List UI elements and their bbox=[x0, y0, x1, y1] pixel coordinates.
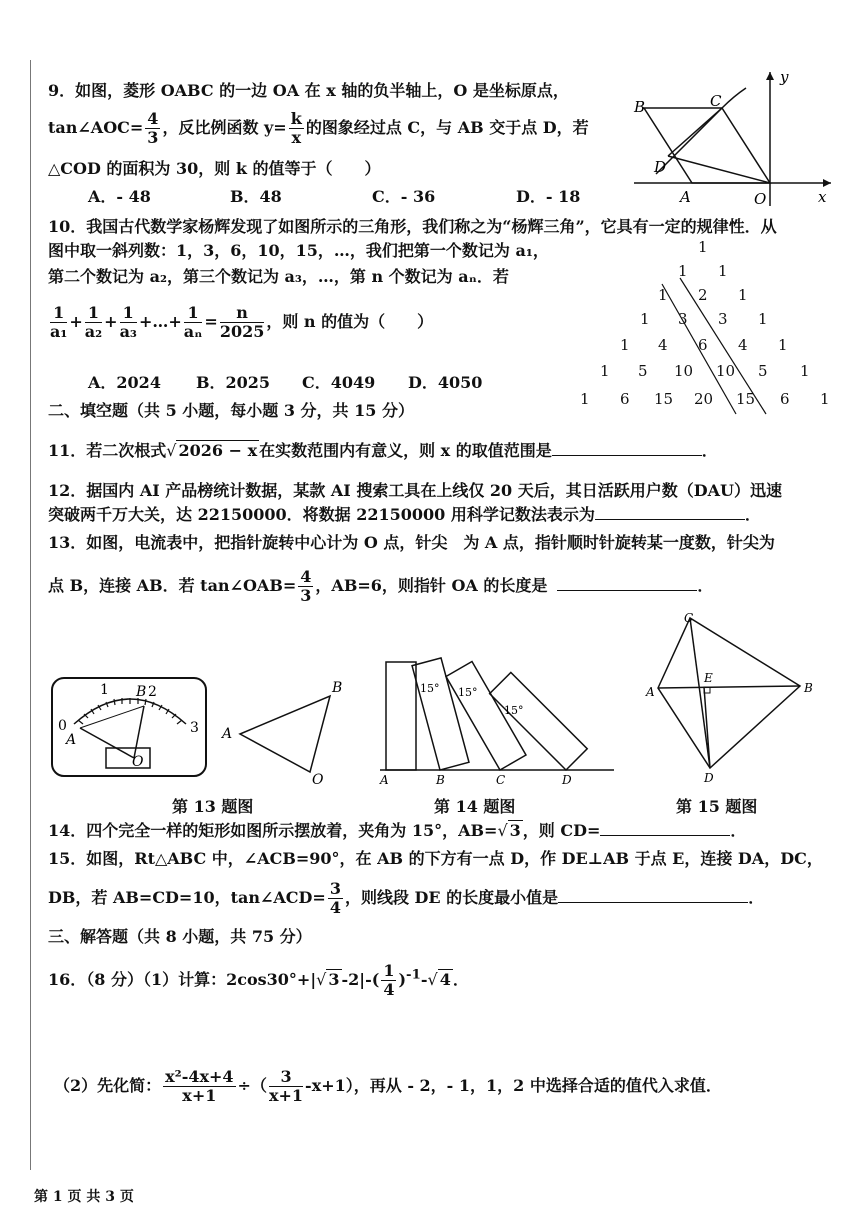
yanghui-triangle: 1 1 1 1 2 1 1 3 3 1 1 4 6 4 1 1 5 10 10 5 1 1 6 15 20 15 6 1 bbox=[580, 238, 840, 418]
fig15-D: D bbox=[704, 771, 714, 785]
fig14-B: B bbox=[436, 773, 445, 787]
fig15-B: B bbox=[804, 681, 813, 695]
q9-line2: tan∠AOC= $\frac{4}{3}$ ，反比例函数 y= $\frac{k}{x}$ 的图象经过点 C，与 AB 交于点 D，若 bbox=[48, 109, 589, 147]
label-O: O bbox=[754, 190, 767, 208]
page-footer: 第 1 页 共 3 页 bbox=[34, 1189, 134, 1205]
label-A: A bbox=[680, 188, 691, 206]
tri-A: A bbox=[222, 726, 233, 742]
q10-option-b: B．2025 bbox=[196, 373, 271, 392]
fig15-C: C bbox=[684, 611, 694, 625]
q9-line3: △COD 的面积为 30，则 k 的值等于（ ） bbox=[48, 159, 381, 178]
q9-kfrac: $\frac{k}{x}$ bbox=[290, 109, 302, 147]
q16-part2: （2）先化简： $\frac{\text{x²-4x+4}}{x+1}$ ÷（ $\frac{3}{x+1}$ -x+1），再从 - 2，- 1，1，2 中选择合适的值代入求值． bbox=[54, 1067, 722, 1105]
meter-B: B bbox=[136, 684, 147, 700]
q10-line1: 10．我国古代数学家杨辉发现了如图所示的三角形，我们称之为“杨辉三角”，它具有一定的规律性．从 bbox=[48, 217, 777, 236]
q10-equation: $\frac{1}{\text{a₁}}$ + $\frac{1}{\text{a₂}}$ + $\frac{1}{\text{a₃}}$ +…+ $\frac{1}{\text{aₙ}}$ = $\frac{n}{2025}$ ，则 n 的值为（ ） bbox=[50, 303, 434, 341]
q12-line1: 12．据国内 AI 产品榜统计数据，某款 AI 搜索工具在上线仅 20 天后，其日活跃用户数（DAU）迅速 bbox=[48, 481, 782, 500]
q10-option-a: A．2024 bbox=[88, 373, 161, 392]
angle-2: 15° bbox=[458, 686, 478, 699]
q13-line1: 13．如图，电流表中，把指针旋转中心计为 O 点，针尖 为 A 点，指针顺时针旋转某一度数，针尖为 bbox=[48, 533, 775, 552]
q9-option-a: A．- 48 bbox=[88, 187, 151, 206]
fig13-triangle bbox=[218, 676, 358, 786]
q9-option-b: B．48 bbox=[230, 187, 282, 206]
label-C: C bbox=[710, 92, 722, 110]
label-x: x bbox=[818, 188, 827, 206]
q9-option-c: C．- 36 bbox=[372, 187, 436, 206]
meter-1: 1 bbox=[100, 682, 109, 698]
section3-heading: 三、解答题（共 8 小题，共 75 分） bbox=[48, 927, 312, 946]
q10-option-d: D．4050 bbox=[408, 373, 483, 392]
angle-3: 15° bbox=[504, 704, 524, 717]
fig14-D: D bbox=[562, 773, 572, 787]
caption-13: 第 13 题图 bbox=[172, 797, 254, 816]
fig14-A: A bbox=[380, 773, 389, 787]
label-B: B bbox=[634, 98, 646, 116]
margin-line bbox=[30, 60, 31, 1170]
q10-line3: 第二个数记为 a₂，第三个数记为 a₃，…，第 n 个数记为 aₙ．若 bbox=[48, 267, 509, 286]
meter-3: 3 bbox=[190, 720, 199, 736]
fig15-E: E bbox=[704, 671, 713, 685]
q15-line1: 15．如图，Rt△ABC 中，∠ACB=90°，在 AB 的下方有一点 D，作 DE⊥AB 于点 E，连接 DA，DC， bbox=[48, 849, 823, 868]
label-D: D bbox=[654, 158, 667, 176]
caption-15: 第 15 题图 bbox=[676, 797, 758, 816]
q15-line2: DB，若 AB=CD=10，tan∠ACD= $\frac{3}{4}$ ，则线段 DE 的长度最小值是 ． bbox=[48, 879, 765, 917]
meter-A: A bbox=[66, 732, 77, 748]
angle-1: 15° bbox=[420, 682, 440, 695]
q14: 14．四个完全一样的矩形如图所示摆放着，夹角为 15°，AB=√ 3 ，则 CD= ． bbox=[48, 821, 747, 840]
caption-14: 第 14 题图 bbox=[434, 797, 516, 816]
tri-B: B bbox=[332, 680, 343, 696]
q10-line2: 图中取一斜列数：1，3，6，10，15，…，我们把第一个数记为 a₁， bbox=[48, 241, 549, 260]
q12-line2: 突破两千万大关，达 22150000．将数据 22150000 用科学记数法表示为 ． bbox=[48, 505, 761, 524]
meter-0: 0 bbox=[58, 718, 67, 734]
q10-option-c: C．4049 bbox=[302, 373, 376, 392]
q9-option-d: D．- 18 bbox=[516, 187, 581, 206]
label-y: y bbox=[780, 68, 789, 86]
meter-O: O bbox=[132, 754, 144, 770]
fig15-figure bbox=[640, 610, 820, 794]
meter-2: 2 bbox=[148, 684, 157, 700]
fig14-C: C bbox=[496, 773, 506, 787]
q16-part1: 16．（8 分）（1）计算：2cos30°+|√ 3 -2|-( $\frac{1}{4}$ )$^{-1}$-√ 4 ． bbox=[48, 961, 469, 999]
section2-heading: 二、填空题（共 5 小题，每小题 3 分，共 15 分） bbox=[48, 401, 414, 420]
fig13-meter bbox=[50, 676, 210, 780]
tri-O: O bbox=[312, 772, 324, 786]
q9-frac: $\frac{4}{3}$ bbox=[147, 109, 159, 147]
fig15-A: A bbox=[646, 685, 655, 699]
q13-line2: 点 B，连接 AB．若 tan∠OAB= $\frac{4}{3}$ ，AB=6，则指针 OA 的长度是 ． bbox=[48, 567, 714, 605]
q9-line1: 9．如图，菱形 OABC 的一边 OA 在 x 轴的负半轴上，O 是坐标原点， bbox=[48, 81, 569, 100]
fig14-rectangles bbox=[376, 654, 616, 788]
q9-figure bbox=[626, 66, 836, 210]
q11: 11．若二次根式√ 2026 − x 在实数范围内有意义，则 x 的取值范围是 ． bbox=[48, 441, 718, 460]
